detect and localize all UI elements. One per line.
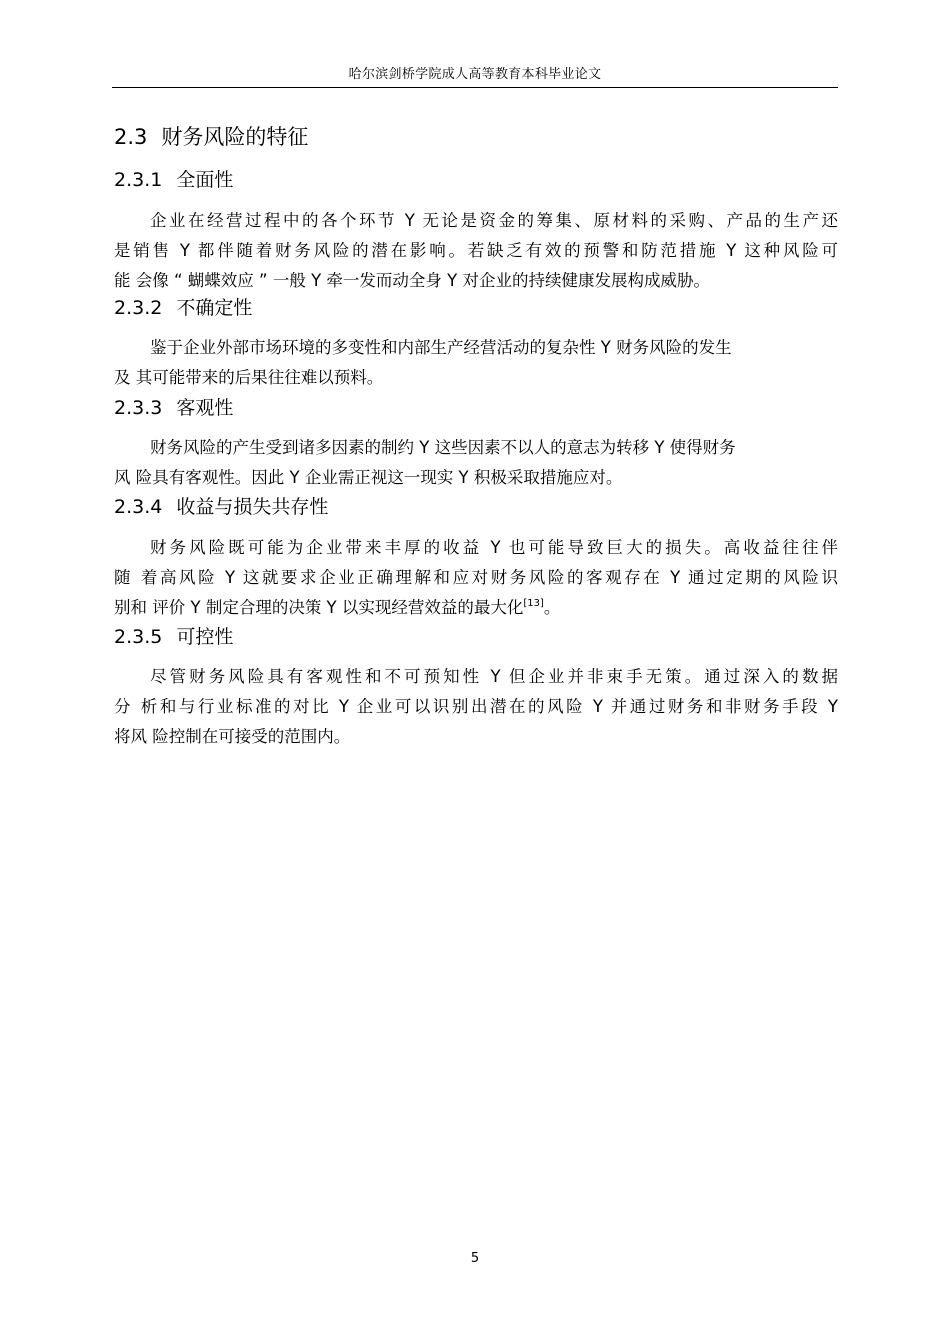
subsection-number: 2.3.2 [114, 297, 163, 319]
paragraph-2-3-3 [114, 433, 838, 493]
paragraph-line: 是销售 Y 都伴随着财务风险的潜在影响。若缺乏有效的预警和防范措施 Y 这种风险可 [114, 241, 838, 260]
paragraph-line-end: 。 [543, 598, 561, 617]
header-rule [112, 87, 838, 88]
subsection-title: 不确定性 [176, 297, 253, 319]
subsection-title: 收益与损失共存性 [176, 496, 329, 518]
paragraph-line-text: 别和 评价 Y 制定合理的决策 Y 以实现经营效益的最大化 [114, 598, 524, 617]
section-number: 2.3 [114, 125, 148, 149]
section-title: 财务风险的特征 [161, 125, 309, 149]
subsection-number: 2.3.4 [114, 496, 163, 518]
subsection-title: 客观性 [176, 397, 234, 419]
subsection-number: 2.3.5 [114, 626, 163, 648]
paragraph-line: 尽管财务风险具有客观性和不可预知性 Y 但企业并非束手无策。通过深入的数据 [150, 667, 838, 686]
paragraph-line: 风 险具有客观性。因此 Y 企业需正视这一现实 Y 积极采取措施应对。 [114, 468, 623, 487]
section-heading [114, 122, 308, 152]
paragraph-2-3-2 [114, 333, 838, 393]
subsection-heading-2-3-1 [114, 167, 233, 193]
page-header: 哈尔滨剑桥学院成人高等教育本科毕业论文 [348, 67, 602, 82]
subsection-heading-2-3-2 [114, 295, 252, 321]
subsection-heading-2-3-5 [114, 624, 233, 650]
paragraph-line: 将风 险控制在可接受的范围内。 [114, 727, 351, 746]
paragraph-2-3-5 [114, 662, 838, 752]
paragraph-line: 能 会像 “ 蝴蝶效应 ” 一般 Y 牵一发而动全身 Y 对企业的持续健康发展构成威胁。 [114, 271, 710, 290]
subsection-number: 2.3.1 [114, 169, 163, 191]
citation-13: [13] [523, 598, 544, 609]
paragraph-line: 及 其可能带来的后果往往难以预料。 [114, 368, 384, 387]
paragraph-line: 随 着高风险 Y 这就要求企业正确理解和应对财务风险的客观存在 Y 通过定期的风险识 [114, 568, 838, 587]
subsection-heading-2-3-4 [114, 494, 328, 520]
subsection-heading-2-3-3 [114, 395, 233, 421]
subsection-number: 2.3.3 [114, 397, 163, 419]
paragraph-line: 分 析和与行业标准的对比 Y 企业可以识别出潜在的风险 Y 并通过财务和非财务手段 Y [114, 697, 838, 716]
subsection-title: 全面性 [176, 169, 234, 191]
paragraph-line: 财务风险的产生受到诸多因素的制约 Y 这些因素不以人的意志为转移 Y 使得财务 [150, 438, 736, 457]
paragraph-line: 财务风险既可能为企业带来丰厚的收益 Y 也可能导致巨大的损失。高收益往往伴 [150, 538, 838, 557]
paragraph-line: 鉴于企业外部市场环境的多变性和内部生产经营活动的复杂性 Y 财务风险的发生 [150, 338, 732, 357]
page-number: 5 [470, 1251, 480, 1266]
paragraph-2-3-1 [114, 206, 838, 296]
paragraph-2-3-4 [114, 533, 838, 623]
paragraph-line [114, 593, 838, 623]
subsection-title: 可控性 [176, 626, 234, 648]
paragraph-line: 企业在经营过程中的各个环节 Y 无论是资金的筹集、原材料的采购、产品的生产还 [150, 211, 838, 230]
